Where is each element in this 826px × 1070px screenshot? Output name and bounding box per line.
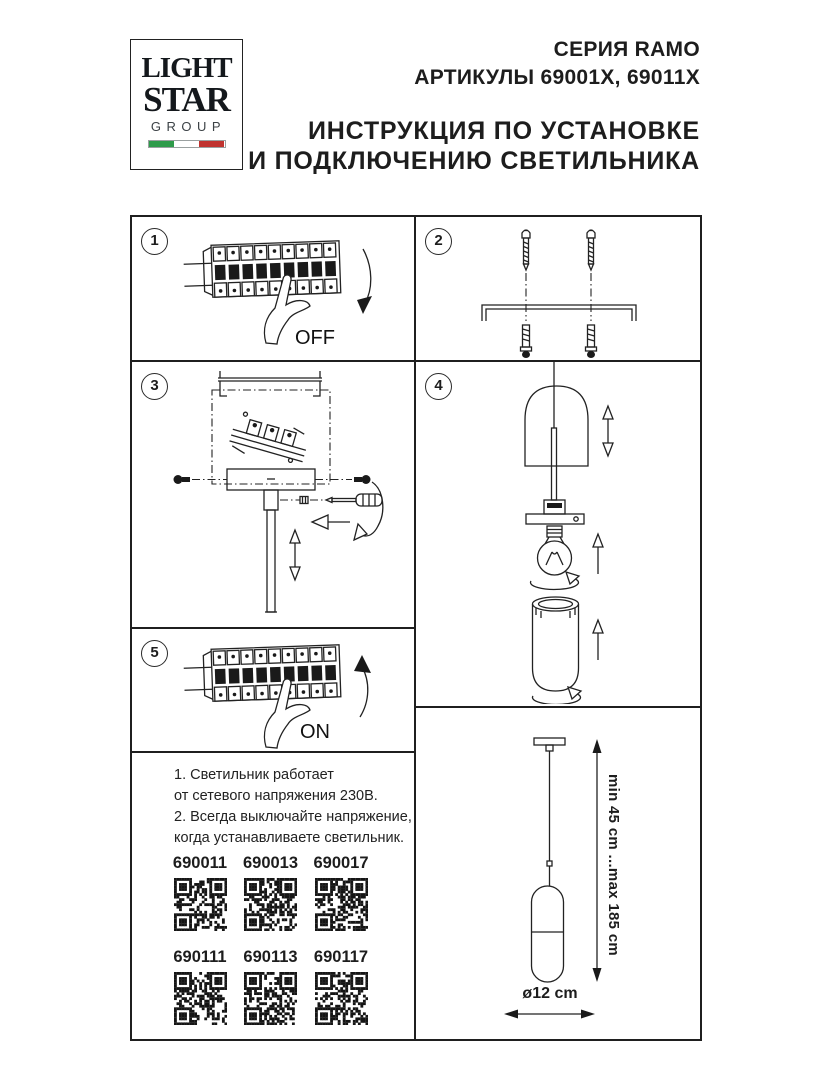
step5-panel — [132, 629, 414, 753]
logo-word-light: LIGHT — [141, 52, 232, 84]
step2-panel — [416, 217, 700, 362]
qr-cell — [239, 854, 303, 936]
step1-number-badge: 1 — [141, 228, 168, 255]
step2-number-badge: 2 — [425, 228, 452, 255]
italian-flag-bar — [148, 140, 226, 148]
height-range-label: min 45 cm ...max 185 cm — [605, 774, 622, 956]
qr-code — [174, 878, 227, 931]
lamp-assembly-diagram — [416, 362, 700, 704]
article-number: 690117 — [313, 948, 369, 966]
article-number: 690013 — [242, 854, 299, 872]
qr-cell — [239, 948, 303, 1030]
qr-code — [174, 972, 227, 1025]
wall-anchors-diagram — [416, 217, 700, 358]
safety-notes — [174, 765, 412, 849]
step5-number-badge: 5 — [141, 640, 168, 667]
on-label: ON — [300, 721, 330, 743]
right-column — [414, 217, 700, 1039]
logo-word-group: GROUP — [150, 119, 227, 134]
qr-code — [315, 972, 368, 1025]
qr-code — [315, 878, 368, 931]
article-number: 690111 — [173, 948, 227, 966]
qr-cell — [168, 948, 232, 1030]
note-line: от сетевого напряжения 230В. — [174, 788, 378, 804]
qr-code — [244, 878, 297, 931]
article-number: 690113 — [243, 948, 298, 966]
step1-panel — [132, 217, 414, 362]
instruction-title-line2: И ПОДКЛЮЧЕНИЮ СВЕТИЛЬНИКА — [248, 147, 700, 175]
article-qr-grid — [168, 854, 373, 1030]
series-title: СЕРИЯ RAMO — [553, 38, 700, 61]
article-number: 690011 — [172, 854, 228, 872]
instruction-title-line1: ИНСТРУКЦИЯ ПО УСТАНОВКЕ — [307, 117, 700, 145]
left-column — [132, 217, 414, 1039]
qr-cell — [309, 854, 373, 936]
diameter-label: ø12 cm — [522, 985, 578, 1002]
header — [248, 36, 700, 176]
qr-cell — [168, 854, 232, 936]
articles-line: АРТИКУЛЫ 69001X, 69011X — [414, 66, 700, 89]
breaker-off-diagram — [132, 217, 414, 358]
qr-row — [168, 948, 373, 1030]
canopy-mounting-diagram — [132, 362, 414, 625]
note-line: 2. Всегда выключайте напряжение, — [174, 809, 412, 825]
logo-word-star: STAR — [143, 80, 230, 119]
off-label: OFF — [295, 327, 335, 349]
flag-green-segment — [149, 141, 174, 147]
article-number: 690017 — [313, 854, 369, 872]
flag-red-segment — [199, 141, 224, 147]
notes-panel — [132, 753, 414, 1039]
note-line: когда устанавливаете светильник. — [174, 830, 405, 846]
step4-panel — [416, 362, 700, 708]
flag-white-segment — [174, 141, 199, 147]
lightstar-logo — [130, 39, 243, 170]
step3-number-badge: 3 — [141, 373, 168, 400]
dimensions-panel — [416, 708, 700, 1039]
qr-cell — [309, 948, 373, 1030]
breaker-on-diagram — [132, 629, 414, 749]
qr-row — [168, 854, 373, 936]
step4-number-badge: 4 — [425, 373, 452, 400]
note-line: 1. Светильник работает — [174, 767, 334, 783]
instruction-grid — [130, 215, 702, 1041]
step3-panel — [132, 362, 414, 629]
qr-code — [244, 972, 297, 1025]
